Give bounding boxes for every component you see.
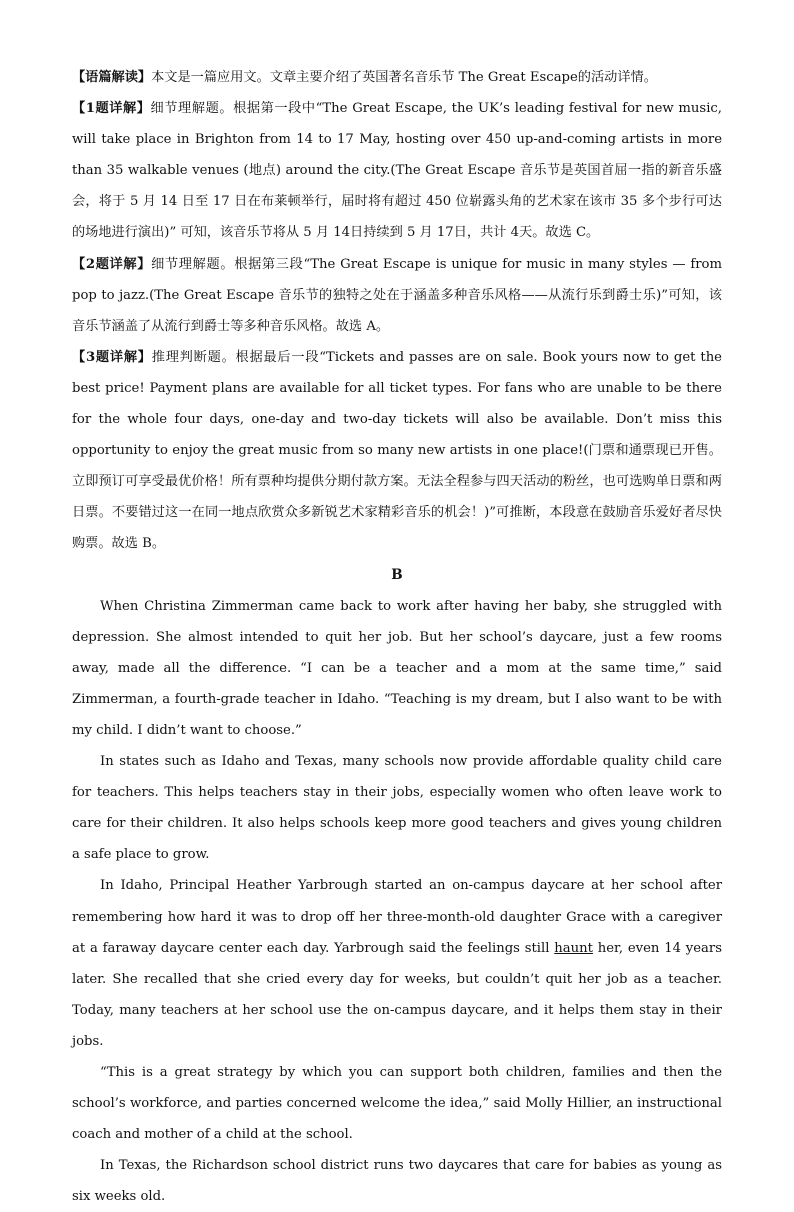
q3-text: 推理判断题。根据最后一段“Tickets and passes are on sale. Book yours now to get the best price! Payment plans are available for all ticket types. For fans who are unable to be there for the whole four days, one-day and two-day tickets will also be available. Don’t miss this opportunity to enjoy the great music from so many new artists in one place!(门票和通票现已开售。立即预订可享受最优价格！所有票种均提供分期付款方案。无法全程参与四天活动的粉丝，也可选购单日票和两日票。不要错过这一在同一地点欣赏众多新锐艺术家精彩音乐的机会！)”可推断，本段意在鼓励音乐爱好者尽快购票。故选 B。 [72, 349, 722, 552]
passage-b-paragraph-1: When Christina Zimmerman came back to work after having her baby, she struggled with depression. She almost intended to quit her job. But her school’s daycare, just a few rooms away, made all the difference. “I can be a teacher and a mom at the same time,” said Zimmerman, a fourth-grade teacher in Idaho. “Teaching is my dream, but I also want to be with my child. I didn’t want to choose.” [72, 598, 722, 738]
q2-text: 细节理解题。根据第三段“The Great Escape is unique for music in many styles — from pop to jazz.(The Great Escape 音乐节的独特之处在于涵盖多种音乐风格——从流行乐到爵士乐)”可知，该音乐节涵盖了从流行到爵士等多种音乐风格。故选 A。 [72, 256, 722, 334]
passage-b-paragraph-4: “This is a great strategy by which you can support both children, families and then the school’s workforce, and parties concerned welcome the idea,” said Molly Hillier, an instructional coach and mother of a child at the school. [72, 1065, 722, 1143]
passage-b-paragraph-5: In Texas, the Richardson school district runs two daycares that care for babies as young as six weeks old. [72, 1158, 722, 1205]
q2-tag: 【2题详解】 [72, 256, 152, 272]
section-b-heading: B [391, 566, 403, 583]
intro-text: 本文是一篇应用文。文章主要介绍了英国著名音乐节 The Great Escape的活动详情。 [151, 70, 657, 85]
p3-text-before: In Idaho, Principal Heather Yarbrough started an on-campus daycare at her school after remembering how hard it was to drop off her three-month-old daughter Grace with a caregiver at a faraway daycare center each day. Yarbrough said the feelings still [72, 878, 722, 956]
intro-tag: 【语篇解读】 [72, 70, 152, 85]
p3-text-after: her, even 14 years later. She recalled that she cried every day for weeks, but couldn’t quit her job as a teacher. Today, many teachers at her school use the on-campus daycare, and it helps them stay in their jobs. [72, 940, 722, 1049]
passage-intro [72, 62, 722, 93]
q1-tag: 【1题详解】 [72, 101, 151, 117]
underlined-word: haunt [554, 940, 593, 956]
passage-b-paragraph-3 [72, 870, 722, 1057]
question-3-explanation [72, 342, 722, 560]
document-page [72, 62, 722, 1212]
q3-tag: 【3题详解】 [72, 349, 152, 365]
question-1-explanation [72, 93, 722, 248]
question-2-explanation [72, 249, 722, 342]
q1-text: 细节理解题。根据第一段中“The Great Escape, the UK’s leading festival for new music, will take place in Brighton from 14 to 17 May, hosting over 450 up-and-coming artists in more than 35 walkable venues (地点) around the city.(The Great Escape 音乐节是英国首屈一指的新音乐盛会，将于 5 月 14 日至 17 日在布莱顿举行，届时将有超过 450 位崭露头角的艺术家在该市 35 多个步行可达的场地进行演出)” 可知，该音乐节将从 5 月 14日持续到 5 月 17日，共计 4天。故选 C。 [72, 101, 722, 241]
passage-b-paragraph-2: In states such as Idaho and Texas, many schools now provide affordable quality child care for teachers. This helps teachers stay in their jobs, especially women who often leave work to care for their children. It also helps schools keep more good teachers and gives young children a safe place to grow. [72, 754, 722, 863]
